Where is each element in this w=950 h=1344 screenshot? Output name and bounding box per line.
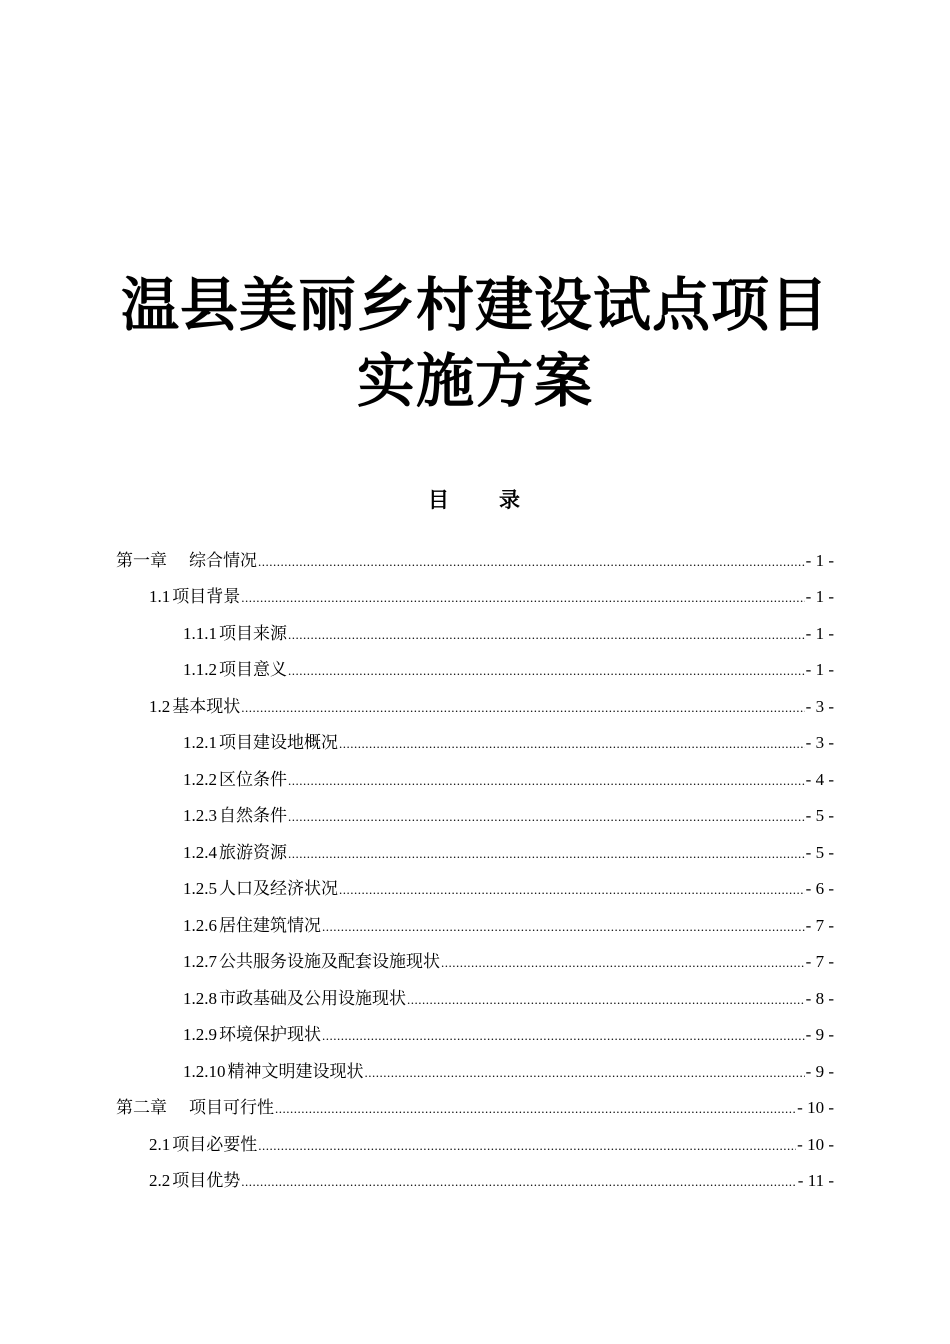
- toc-leader-dots: [258, 554, 805, 570]
- toc-entry-title: 综合情况: [189, 550, 257, 570]
- toc-entry-number: 1.2.10: [183, 1061, 226, 1081]
- toc-entry-title: 环境保护现状: [219, 1025, 321, 1045]
- toc-entry[interactable]: [0, 796, 950, 833]
- toc-entry-title: 区位条件: [219, 769, 287, 789]
- toc-entry[interactable]: [0, 978, 950, 1015]
- toc-page-number: - 9 -: [805, 1061, 834, 1081]
- document-title-line-2: 实施方案: [356, 346, 593, 415]
- toc-entry[interactable]: [0, 1051, 950, 1088]
- toc-leader-dots: [275, 1101, 796, 1117]
- toc-page-number: - 10 -: [797, 1098, 834, 1118]
- toc-entry-label: [183, 984, 406, 1009]
- toc-page-number: - 5 -: [805, 842, 834, 862]
- toc-entry-title: 市政基础及公用设施现状: [219, 988, 406, 1008]
- toc-page-number: - 7 -: [805, 915, 834, 935]
- toc-entry-number: 1.2.7: [183, 952, 217, 972]
- toc-entry[interactable]: [0, 905, 950, 942]
- toc-entry[interactable]: [0, 577, 950, 614]
- toc-leader-dots: [241, 700, 804, 716]
- toc-entry-label: [183, 1020, 321, 1045]
- toc-leader-dots: [288, 773, 805, 789]
- toc-leader-dots: [288, 846, 805, 862]
- toc-entry-title: 项目必要性: [172, 1134, 258, 1154]
- toc-page-number: - 5 -: [805, 806, 834, 826]
- toc-entry-number: 第二章: [116, 1098, 167, 1118]
- document-title: [0, 267, 950, 419]
- toc-page-number: - 7 -: [805, 952, 834, 972]
- toc-leader-dots: [322, 1028, 805, 1044]
- toc-page-number: - 11 -: [797, 1171, 834, 1191]
- toc-entry-title: 项目建设地概况: [219, 733, 338, 753]
- toc-entry-label: [116, 1093, 274, 1118]
- document-title-line-1: 温县美丽乡村建设试点项目: [120, 270, 829, 339]
- toc-entry-title: 自然条件: [219, 806, 287, 826]
- toc-entry-title: 公共服务设施及配套设施现状: [219, 952, 440, 972]
- toc-entry[interactable]: [0, 832, 950, 869]
- toc-entry[interactable]: [0, 723, 950, 760]
- toc-entry-title: 旅游资源: [219, 842, 287, 862]
- toc-entry-label: [149, 1130, 257, 1155]
- toc-page-number: - 1 -: [805, 550, 834, 570]
- toc-entry-label: [149, 1166, 240, 1191]
- toc-entry-title: 项目来源: [219, 623, 287, 643]
- toc-page-number: - 9 -: [805, 1025, 834, 1045]
- toc-entry-label: [183, 874, 338, 899]
- toc-entry[interactable]: [0, 540, 950, 577]
- toc-entry[interactable]: [0, 1015, 950, 1052]
- toc-entry-number: 1.2.8: [183, 988, 217, 1008]
- toc-entry-number: 1.2: [149, 696, 171, 716]
- toc-page-number: - 6 -: [805, 879, 834, 899]
- toc-entry[interactable]: [0, 1124, 950, 1161]
- toc-heading-char-1: 目: [428, 488, 451, 512]
- toc-entry-number: 第一章: [116, 550, 167, 570]
- toc-entry-title: 人口及经济状况: [219, 879, 338, 899]
- toc-heading: [0, 484, 950, 516]
- toc-entry-label: [116, 546, 257, 571]
- toc-page-number: - 4 -: [805, 769, 834, 789]
- toc-entry-label: [183, 765, 287, 790]
- toc-page-number: - 8 -: [805, 988, 834, 1008]
- toc-entry[interactable]: [0, 759, 950, 796]
- toc-entry-title: 项目优势: [172, 1171, 241, 1191]
- toc-entry-number: 1.1.1: [183, 623, 217, 643]
- toc-entry-number: 1.1.2: [183, 660, 217, 680]
- toc-leader-dots: [288, 809, 805, 825]
- toc-page-number: - 3 -: [805, 696, 834, 716]
- toc-entry-number: 2.2: [149, 1171, 171, 1191]
- toc-entry[interactable]: [0, 686, 950, 723]
- toc-entry-title: 项目背景: [172, 587, 241, 607]
- toc-leader-dots: [241, 590, 804, 606]
- toc-entry-number: 1.2.6: [183, 915, 217, 935]
- toc-entry-number: 1.2.4: [183, 842, 217, 862]
- toc-entry-title: 基本现状: [172, 696, 241, 716]
- toc-entry-label: [149, 692, 240, 717]
- toc-leader-dots: [258, 1138, 796, 1154]
- table-of-contents: [0, 540, 950, 1197]
- toc-leader-dots: [322, 919, 805, 935]
- toc-entry[interactable]: [0, 1088, 950, 1125]
- toc-entry[interactable]: [0, 650, 950, 687]
- toc-entry-number: 1.2.1: [183, 733, 217, 753]
- toc-entry-label: [183, 655, 287, 680]
- toc-entry-label: [149, 582, 240, 607]
- toc-entry-number: 1.2.9: [183, 1025, 217, 1045]
- toc-entry-title: 精神文明建设现状: [227, 1061, 364, 1081]
- toc-entry-title: 居住建筑情况: [219, 915, 321, 935]
- toc-entry[interactable]: [0, 942, 950, 979]
- toc-page-number: - 10 -: [797, 1134, 834, 1154]
- toc-entry-number: 1.2.5: [183, 879, 217, 899]
- toc-entry-label: [183, 1057, 364, 1082]
- toc-page-number: - 1 -: [805, 587, 834, 607]
- toc-leader-dots: [288, 663, 805, 679]
- toc-entry-title: 项目意义: [219, 660, 287, 680]
- toc-leader-dots: [407, 992, 805, 1008]
- toc-entry-number: 2.1: [149, 1134, 171, 1154]
- toc-page-number: - 1 -: [805, 623, 834, 643]
- toc-entry[interactable]: [0, 613, 950, 650]
- toc-leader-dots: [441, 955, 805, 971]
- toc-entry-number: 1.1: [149, 587, 171, 607]
- toc-leader-dots: [339, 736, 805, 752]
- toc-entry-label: [183, 728, 338, 753]
- toc-leader-dots: [241, 1174, 797, 1190]
- toc-entry-title: 项目可行性: [189, 1098, 274, 1118]
- toc-leader-dots: [339, 882, 805, 898]
- toc-entry-label: [183, 911, 321, 936]
- toc-entry[interactable]: [0, 869, 950, 906]
- toc-entry-number: 1.2.2: [183, 769, 217, 789]
- toc-entry-label: [183, 801, 287, 826]
- toc-entry-number: 1.2.3: [183, 806, 217, 826]
- toc-entry[interactable]: [0, 1161, 950, 1198]
- toc-page-number: - 1 -: [805, 660, 834, 680]
- toc-heading-char-2: 录: [499, 488, 522, 512]
- toc-leader-dots: [365, 1065, 805, 1081]
- toc-entry-label: [183, 947, 440, 972]
- toc-entry-label: [183, 838, 287, 863]
- toc-entry-label: [183, 619, 287, 644]
- toc-leader-dots: [288, 627, 805, 643]
- toc-page-number: - 3 -: [805, 733, 834, 753]
